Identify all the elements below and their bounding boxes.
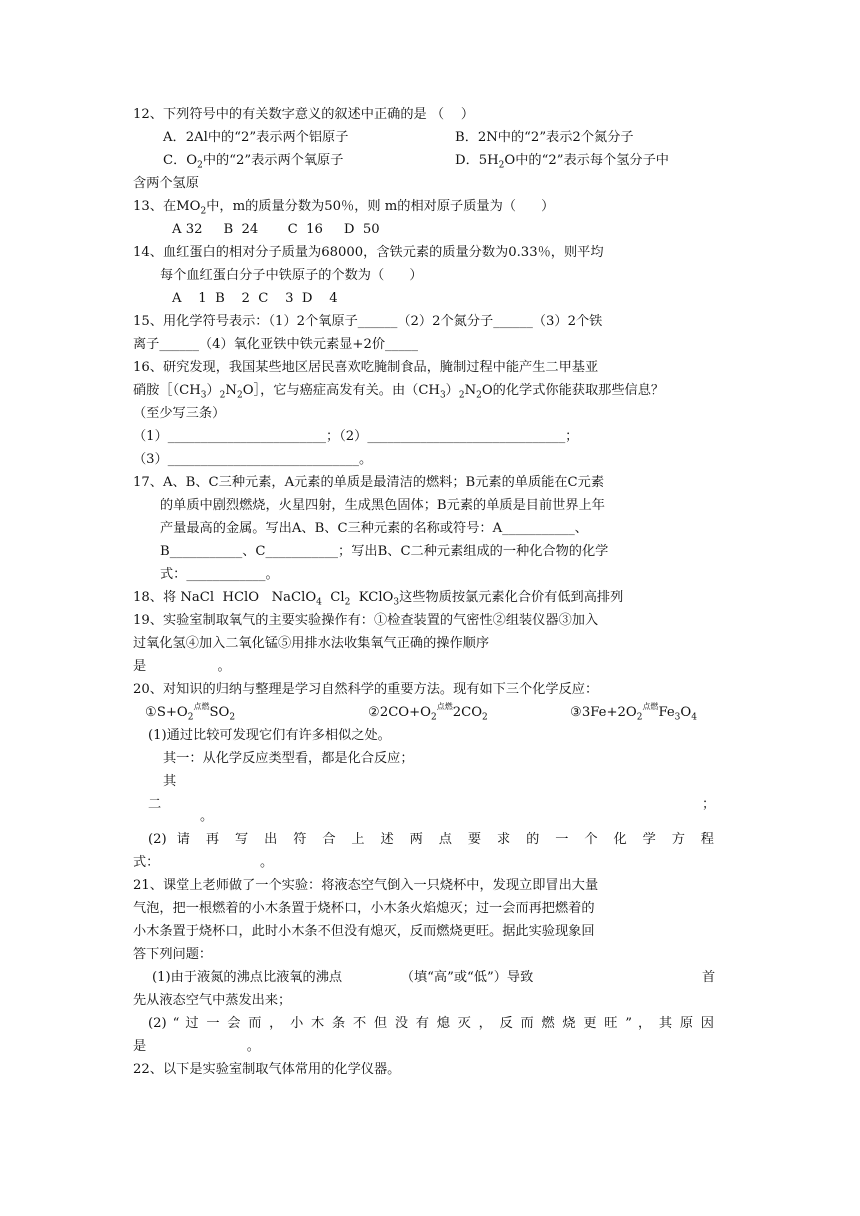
q14-line1: 14、血红蛋白的相对分子质量为68000，含铁元素的质量分数为0.33％，则平均 (133, 245, 604, 260)
q14-line2: 每个血红蛋白分子中铁原子的个数为（ ） (160, 268, 423, 283)
q12-stem: 12、下列符号中的有关数字意义的叙述中正确的是 （ ） (133, 107, 475, 122)
q19-line2: 过氧化氢④加入二氧化锰⑤用排水法收集氧气正确的操作顺序 (133, 636, 490, 651)
q22-line1: 22、以下是实验室制取气体常用的化学仪器。 (133, 1062, 401, 1077)
q20-sub2-line2: 式： 。 (133, 855, 274, 870)
q14-options: A 1 B 2 C 3 D 4 (172, 291, 338, 306)
q20-line1: 20、对知识的归纳与整理是学习自然科学的重要方法。现有如下三个化学反应： (133, 682, 599, 697)
q21-line3: 小木条置于烧杯口，此时小木条不但没有熄灭，反而燃烧更旺。据此实验现象回 (133, 924, 595, 939)
q21-line1: 21、课堂上老师做了一个实验：将液态空气倒入一只烧杯中，发现立即冒出大量 (133, 878, 599, 893)
q21-sub1-line1: (1)由于液氮的沸点比液氧的沸点 （填“高”或“低”）导致 (152, 970, 534, 985)
q20-point-one: 其一：从化学反应类型看，都是化合反应； (163, 751, 414, 766)
q16-line2: 硝胺$[(CH_3)_2N_2O]$，它与癌症高发有关。由$(CH_3)_2N_2O$的化学式你能获取那些信息？ (133, 383, 665, 401)
q12-option-c: C．$O_2$中的“2”表示两个氧原子 (163, 153, 344, 171)
q20-sub2-line1: (2) 请 再 写 出 符 合 上 述 两 点 要 求 的 一 个 化 学 方 程 (148, 832, 714, 847)
q12-option-d-cont: 含两个氢原 (133, 176, 199, 191)
q17-line3: 产量最高的金属。写出A、B、C三种元素的名称或符号：A___________、 (160, 521, 588, 536)
q12-option-d: D．$5H_2O$中的“2”表示每个氢分子中 (455, 153, 669, 171)
q15-line2: 离子______（4）氧化亚铁中铁元素显+2价_____ (133, 337, 418, 352)
q20-point-two-label-cont: 二 (148, 797, 162, 812)
q19-line3: 是 。 (133, 659, 231, 674)
q17-line5: 式：____________。 (160, 567, 279, 582)
q17-line1: 17、A、B、C三种元素，A元素的单质是最清洁的燃料；B元素的单质能在C元素 (133, 475, 605, 490)
q12-option-a: A．2Al中的“2”表示两个铝原子 (163, 130, 349, 145)
q21-line4: 答下列问题： (133, 947, 213, 962)
q18-line: 18、将 NaCl HClO NaClO$_4$ $Cl_2$ KClO$_3$这些物质按氯元素化合价有低到高排列 (133, 590, 624, 608)
q20-sub1: (1)通过比较可发现它们有许多相似之处。 (148, 728, 391, 743)
q16-line1: 16、研究发现，我国某些地区居民喜欢吃腌制食品，腌制过程中能产生二甲基亚 (133, 360, 599, 375)
q16-blank-line-2: （3）_____________________________。 (133, 452, 373, 467)
q21-sub2-line2: 是 。 (133, 1039, 260, 1054)
q19-line1: 19、实验室制取氧气的主要实验操作有：①检查装置的气密性②组装仪器③加入 (133, 613, 599, 628)
q17-line4: B___________、C___________；写出B、C二种元素组成的一种化合物的化学 (160, 544, 609, 559)
q13-stem: 13、在$MO_2$中，m的质量分数为50％，则 m的相对原子质量为（ ） (133, 199, 555, 217)
q17-line2: 的单质中剧烈燃烧，火星四射，生成黑色固体；B元素的单质是目前世界上年 (160, 498, 605, 513)
q16-blank-line-1: （1）________________________；（2）______________________________； (133, 429, 579, 444)
q16-line3: （至少写三条） (133, 406, 226, 421)
q20-equation-3: $③3Fe+2O_2^{点燃}Fe_3O_4$ (570, 702, 697, 723)
q20-equation-1: $①S+O_2^{点燃}SO_2$ (145, 702, 236, 723)
q21-sub1-first: 首 (702, 970, 716, 985)
q21-sub2-line1: (2) “ 过 一 会 而 ， 小 木 条 不 但 没 有 熄 灭 ， 反 而 燃 烧 更 旺 ” ， 其 原 因 (148, 1016, 714, 1031)
q12-option-b: B．2N中的“2”表示2个氮分子 (455, 130, 634, 145)
q20-point-two-period: 。 (200, 809, 214, 824)
q20-point-two-label: 其 (163, 774, 177, 789)
q13-options: A 32 B 24 C 16 D 50 (172, 222, 380, 237)
q15-line1: 15、用化学符号表示：（1）2个氧原子______（2）2个氮分子______（3）2个铁 (133, 314, 603, 329)
q20-equation-2: $②2CO+O_2^{点燃}2CO_2$ (368, 702, 488, 723)
q21-sub1-line2: 先从液态空气中蒸发出来； (133, 993, 292, 1008)
q20-point-two-semicolon: ； (702, 797, 716, 812)
q21-line2: 气泡，把一根燃着的小木条置于烧杯口，小木条火焰熄灭；过一会而再把燃着的 (133, 901, 595, 916)
